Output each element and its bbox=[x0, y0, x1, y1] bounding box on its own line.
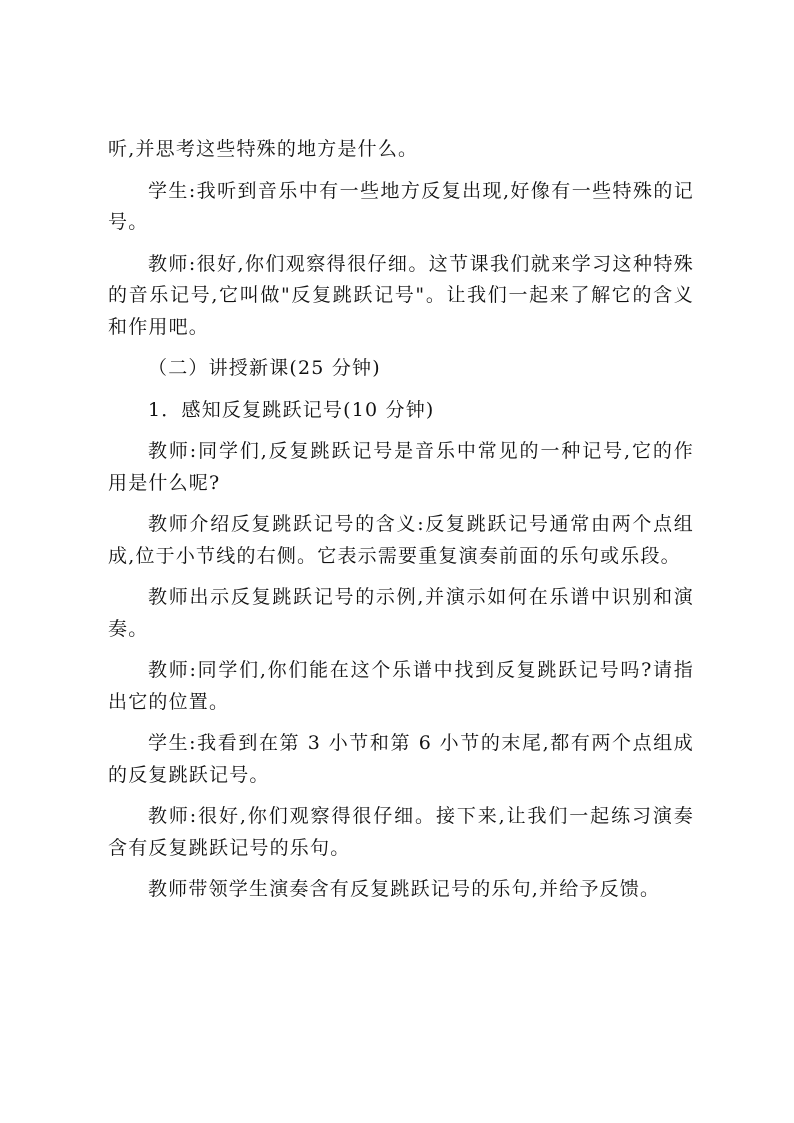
section-heading: （二）讲授新课(25 分钟) bbox=[148, 357, 381, 379]
document-body bbox=[108, 134, 694, 916]
paragraph-student-position: 学生:我看到在第 3 小节和第 6 小节的末尾,都有两个点组成的反复跳跃记号。 bbox=[108, 732, 694, 786]
paragraph-teacher-ask-position: 教师:同学们,你们能在这个乐谱中找到反复跳跃记号吗?请指出它的位置。 bbox=[108, 659, 694, 713]
paragraph-student-answer: 学生:我听到音乐中有一些地方反复出现,好像有一些特殊的记号。 bbox=[108, 179, 694, 233]
paragraph-teacher-question: 教师:同学们,反复跳跃记号是音乐中常见的一种记号,它的作用是什么呢? bbox=[108, 440, 694, 494]
subsection-heading: 1．感知反复跳跃记号(10 分钟) bbox=[148, 398, 435, 421]
paragraph-continuation: 听,并思考这些特殊的地方是什么。 bbox=[108, 138, 419, 160]
paragraph-feedback: 教师带领学生演奏含有反复跳跃记号的乐句,并给予反馈。 bbox=[148, 878, 661, 900]
paragraph-teacher-intro: 教师:很好,你们观察得很仔细。这节课我们就来学习这种特殊的音乐记号,它叫做"反复跳跃记号"。让我们一起来了解它的含义和作用吧。 bbox=[108, 252, 694, 338]
paragraph-definition: 教师介绍反复跳跃记号的含义:反复跳跃记号通常由两个点组成,位于小节线的右侧。它表示需要重复演奏前面的乐句或乐段。 bbox=[108, 513, 694, 567]
paragraph-teacher-practice: 教师:很好,你们观察得很仔细。接下来,让我们一起练习演奏含有反复跳跃记号的乐句。 bbox=[108, 805, 694, 859]
paragraph-demonstration: 教师出示反复跳跃记号的示例,并演示如何在乐谱中识别和演奏。 bbox=[108, 586, 694, 640]
